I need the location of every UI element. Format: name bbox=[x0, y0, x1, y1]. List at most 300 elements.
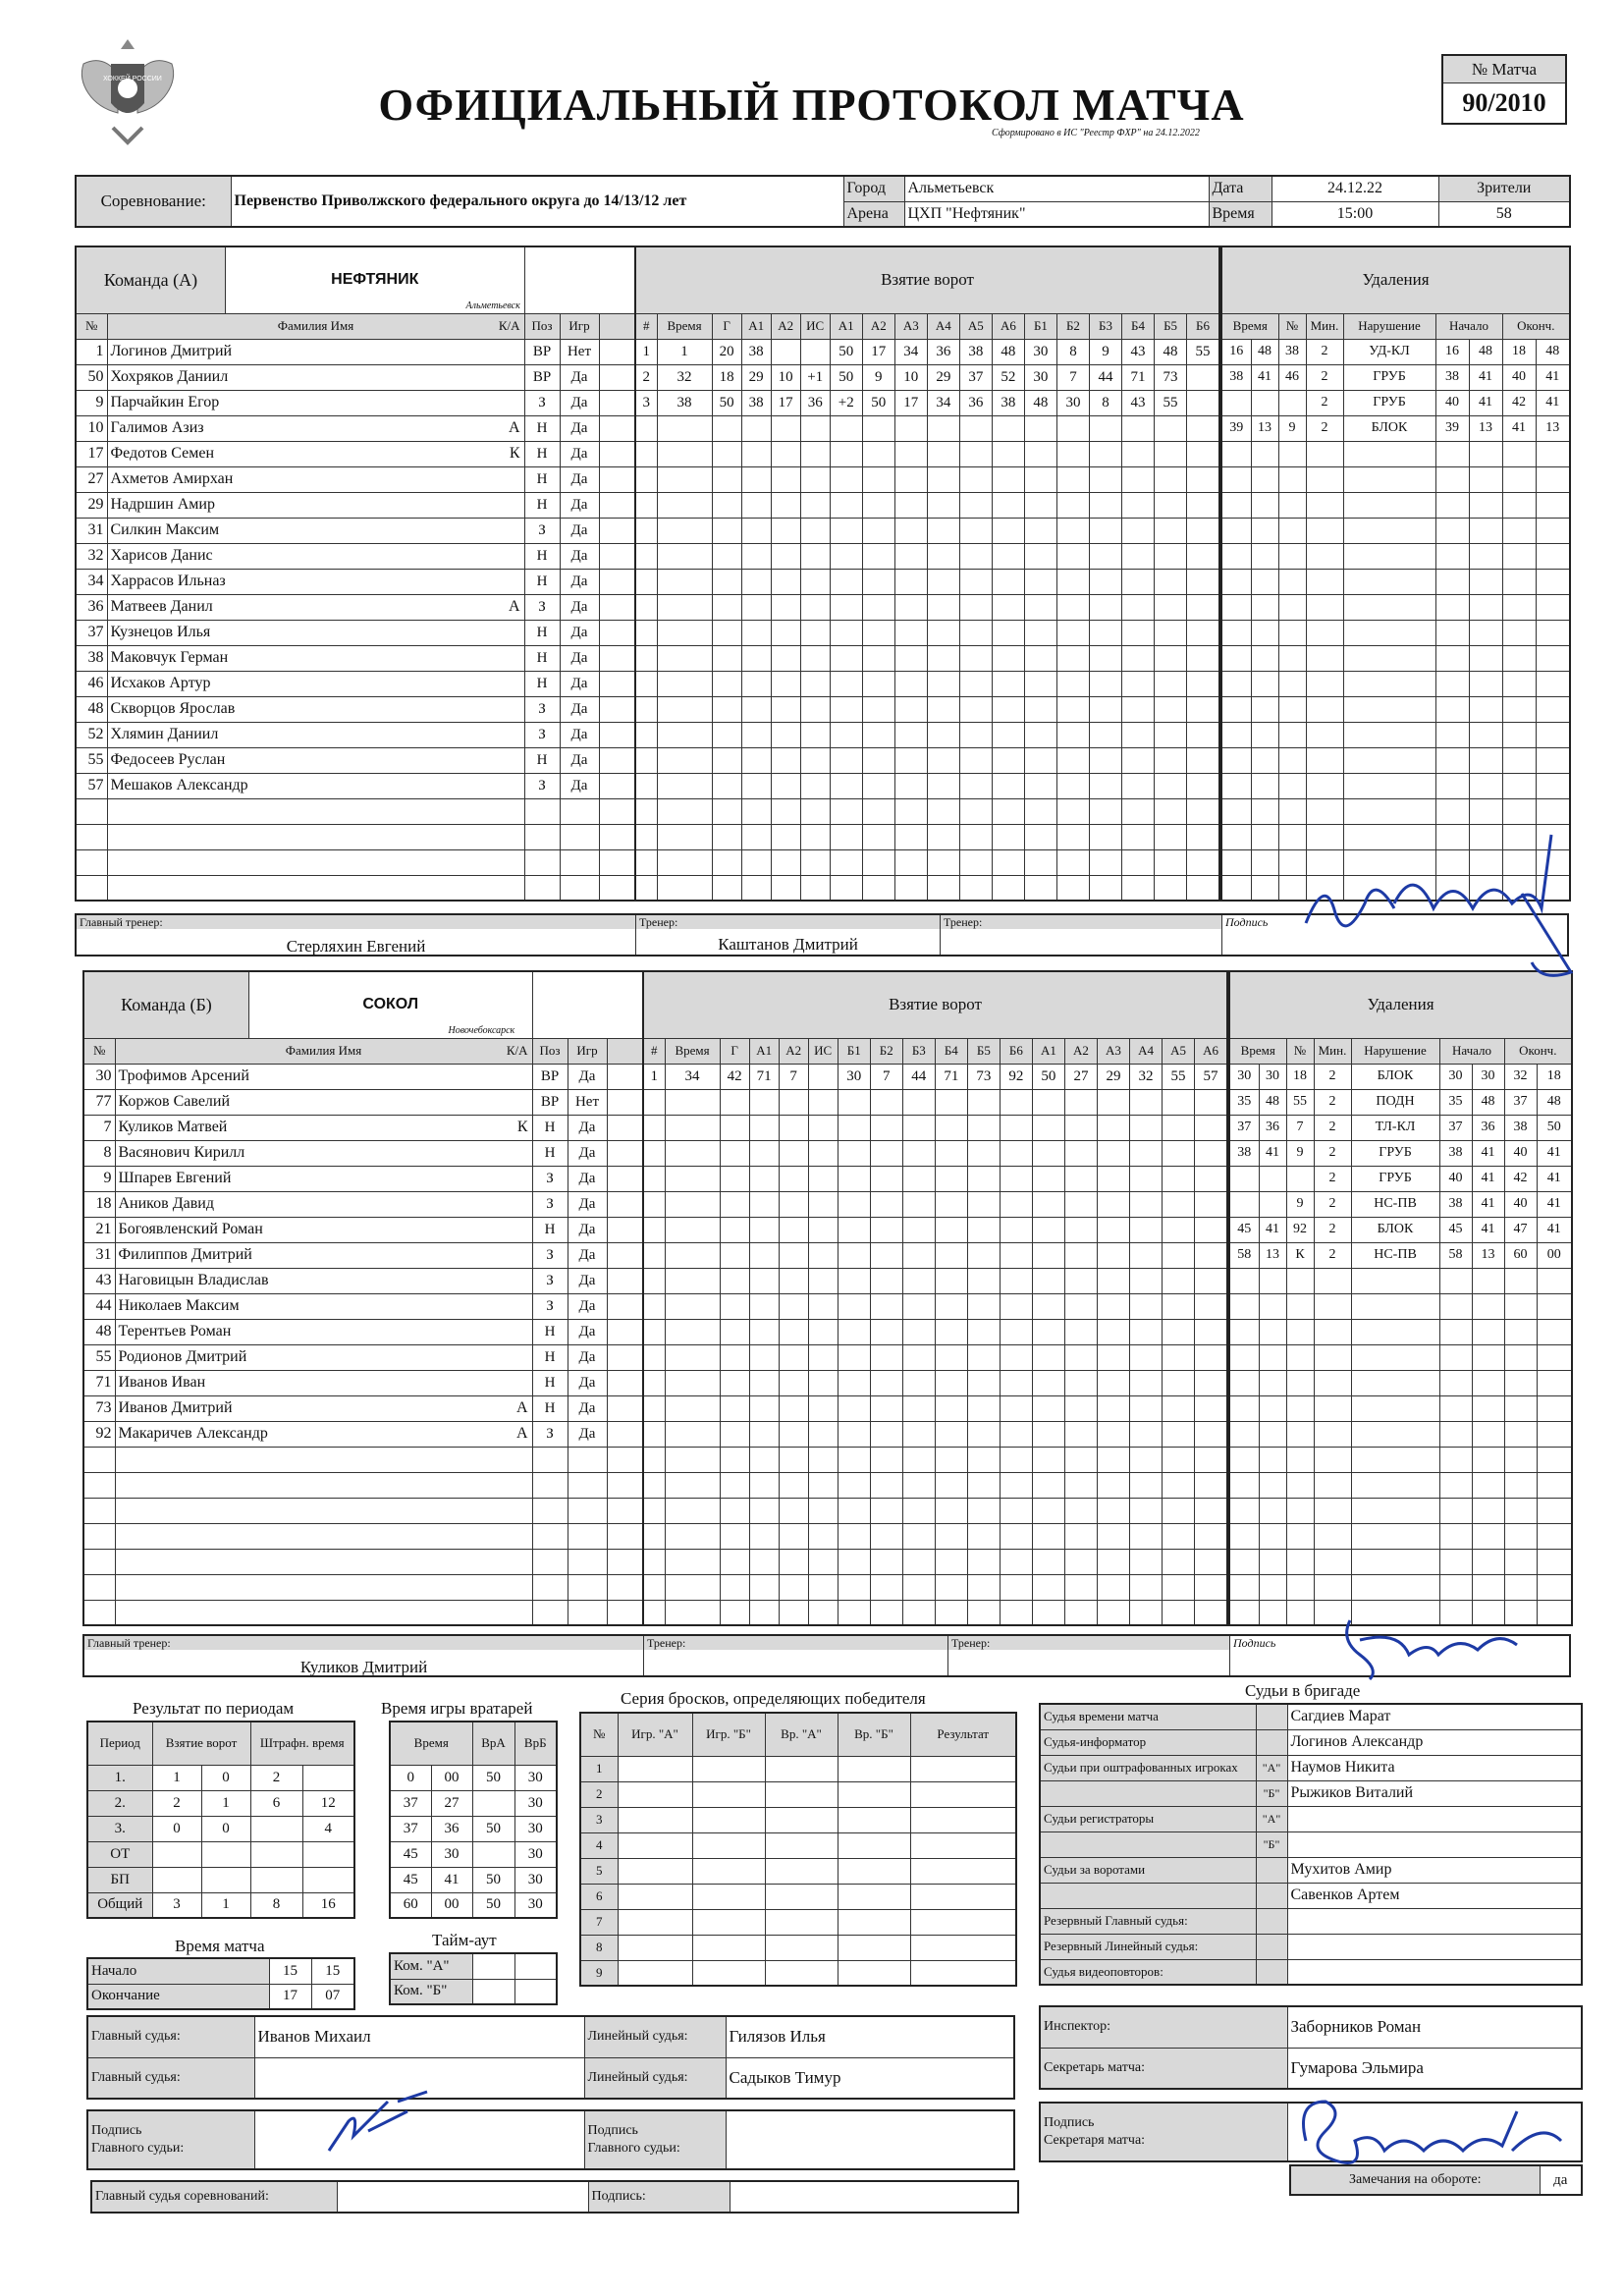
empty-cell bbox=[1504, 1344, 1537, 1370]
empty-cell bbox=[1504, 1293, 1537, 1319]
team-a-penalties bbox=[1220, 246, 1571, 902]
empty-cell bbox=[665, 1140, 720, 1166]
match-number-label: № Матча bbox=[1443, 56, 1565, 83]
empty-cell bbox=[1351, 1498, 1439, 1523]
empty-cell bbox=[643, 1293, 665, 1319]
empty-cell bbox=[1439, 1293, 1472, 1319]
player-number: 73 bbox=[83, 1395, 115, 1421]
empty-cell bbox=[910, 1960, 1016, 1986]
empty-cell bbox=[765, 1807, 838, 1832]
col-no: № bbox=[76, 313, 107, 339]
penalty-cell: 48 bbox=[1472, 1089, 1504, 1115]
empty-cell bbox=[1056, 671, 1089, 696]
player-position: З bbox=[532, 1421, 568, 1447]
team-b-roster bbox=[82, 970, 644, 1626]
empty-cell bbox=[749, 1498, 779, 1523]
empty-cell bbox=[1314, 1523, 1351, 1549]
penalty-cell: 41 bbox=[1502, 415, 1536, 441]
empty-cell bbox=[1032, 1217, 1064, 1242]
goal-col-header: Б4 bbox=[935, 1038, 967, 1064]
player-played: Да bbox=[560, 747, 599, 773]
empty-cell bbox=[1064, 1600, 1097, 1625]
empty-cell bbox=[657, 747, 712, 773]
empty-cell bbox=[1032, 1115, 1064, 1140]
empty-cell bbox=[771, 492, 800, 518]
empty-cell bbox=[1089, 696, 1121, 722]
empty-cell bbox=[1259, 1395, 1286, 1421]
empty-cell bbox=[935, 1217, 967, 1242]
period-cell: 2 bbox=[152, 1790, 201, 1816]
empty-cell bbox=[741, 569, 771, 594]
empty-cell bbox=[749, 1421, 779, 1447]
empty-cell bbox=[1504, 1574, 1537, 1600]
empty-cell bbox=[1056, 620, 1089, 645]
empty-cell bbox=[1251, 569, 1278, 594]
empty-cell bbox=[779, 1217, 808, 1242]
empty-cell bbox=[1064, 1140, 1097, 1166]
empty-cell bbox=[1064, 1242, 1097, 1268]
empty-cell bbox=[749, 1549, 779, 1574]
team-a-header bbox=[76, 246, 524, 313]
empty-cell bbox=[720, 1344, 749, 1370]
empty-cell bbox=[1537, 1574, 1572, 1600]
empty-cell bbox=[1469, 569, 1502, 594]
player-number: 32 bbox=[76, 543, 107, 569]
empty-cell bbox=[1000, 1089, 1032, 1115]
empty-cell bbox=[894, 671, 927, 696]
empty-cell bbox=[1000, 1421, 1032, 1447]
empty-cell bbox=[657, 824, 712, 849]
penalty-row bbox=[1229, 1064, 1572, 1089]
empty-cell bbox=[665, 1344, 720, 1370]
goalies-col-a: ВрА bbox=[472, 1722, 514, 1765]
empty-cell bbox=[838, 1935, 910, 1960]
main-ref2 bbox=[254, 2057, 584, 2099]
player-name-text: Федосеев Руслан bbox=[110, 751, 226, 768]
empty-cell bbox=[1097, 1523, 1129, 1549]
goal-cell: 43 bbox=[1122, 390, 1155, 415]
empty-cell bbox=[779, 1549, 808, 1574]
empty-cell bbox=[741, 594, 771, 620]
empty-cell bbox=[1155, 441, 1187, 466]
official-tag: "Б" bbox=[1256, 1780, 1287, 1806]
goal-cell: 10 bbox=[771, 364, 800, 390]
empty-cell bbox=[115, 1523, 532, 1549]
empty-cell bbox=[1259, 1574, 1286, 1600]
empty-cell bbox=[771, 773, 800, 798]
empty-cell bbox=[1195, 1421, 1227, 1447]
match-number-box bbox=[1441, 54, 1567, 125]
empty-cell bbox=[665, 1293, 720, 1319]
empty-cell bbox=[1130, 1319, 1163, 1344]
penalty-row bbox=[1221, 773, 1570, 798]
empty-cell bbox=[635, 543, 657, 569]
empty-cell bbox=[902, 1217, 935, 1242]
period-row bbox=[87, 1816, 354, 1841]
shootout-row bbox=[580, 1884, 1016, 1909]
penalty-cell: 41 bbox=[1472, 1140, 1504, 1166]
empty-cell bbox=[902, 1166, 935, 1191]
empty-cell bbox=[107, 875, 524, 901]
official-row bbox=[1040, 1934, 1582, 1959]
player-number: 27 bbox=[76, 466, 107, 492]
player-played: Да bbox=[568, 1319, 607, 1344]
empty-cell bbox=[935, 1115, 967, 1140]
team-b-goals-title: Взятие ворот bbox=[643, 971, 1227, 1038]
empty-cell bbox=[1306, 620, 1343, 645]
empty-cell bbox=[741, 798, 771, 824]
empty-cell bbox=[115, 1549, 532, 1574]
empty-cell bbox=[1472, 1268, 1504, 1293]
goal-col-header: Время bbox=[665, 1038, 720, 1064]
empty-cell bbox=[1130, 1395, 1163, 1421]
empty-cell bbox=[76, 849, 107, 875]
empty-cell bbox=[779, 1293, 808, 1319]
player-played: Да bbox=[568, 1191, 607, 1217]
empty-cell bbox=[830, 620, 862, 645]
empty-cell bbox=[779, 1447, 808, 1472]
player-extra bbox=[607, 1166, 643, 1191]
empty-cell bbox=[800, 543, 830, 569]
periods-table bbox=[86, 1721, 355, 1919]
empty-cell bbox=[1439, 1344, 1472, 1370]
goal-cell: 34 bbox=[894, 339, 927, 364]
empty-cell bbox=[959, 543, 992, 569]
empty-cell bbox=[1502, 441, 1536, 466]
empty-cell bbox=[1195, 1319, 1227, 1344]
empty-cell bbox=[1089, 492, 1121, 518]
roster-row bbox=[76, 747, 635, 773]
empty-cell bbox=[1130, 1242, 1163, 1268]
empty-cell bbox=[741, 747, 771, 773]
roster-row bbox=[83, 1191, 643, 1217]
goal-row bbox=[643, 1115, 1227, 1140]
empty-cell bbox=[1469, 492, 1502, 518]
player-extra bbox=[607, 1242, 643, 1268]
penalty-row bbox=[1229, 1344, 1572, 1370]
empty-cell bbox=[1163, 1421, 1195, 1447]
player-number: 8 bbox=[83, 1140, 115, 1166]
penalty-cell: 36 bbox=[1472, 1115, 1504, 1140]
empty-cell bbox=[1000, 1600, 1032, 1625]
goal-col-header: Б3 bbox=[902, 1038, 935, 1064]
empty-cell bbox=[808, 1242, 838, 1268]
player-name bbox=[107, 390, 524, 415]
empty-cell bbox=[779, 1395, 808, 1421]
player-name-text: Скворцов Ярослав bbox=[110, 700, 236, 717]
goal-row bbox=[635, 620, 1219, 645]
period-name: 2. bbox=[87, 1790, 152, 1816]
empty-cell bbox=[524, 875, 560, 901]
empty-cell bbox=[1089, 645, 1121, 671]
official-row bbox=[1040, 1755, 1582, 1780]
empty-cell bbox=[1097, 1242, 1129, 1268]
empty-cell bbox=[1024, 747, 1056, 773]
empty-cell bbox=[741, 875, 771, 901]
goalies-table bbox=[389, 1721, 558, 1919]
penalty-row bbox=[1229, 1319, 1572, 1344]
empty-cell bbox=[1314, 1472, 1351, 1498]
empty-cell bbox=[1064, 1115, 1097, 1140]
empty-cell bbox=[1064, 1344, 1097, 1370]
empty-cell bbox=[1097, 1268, 1129, 1293]
empty-cell bbox=[1155, 798, 1187, 824]
empty-cell bbox=[830, 722, 862, 747]
empty-cell bbox=[1024, 875, 1056, 901]
empty-cell bbox=[1278, 671, 1306, 696]
empty-cell bbox=[712, 543, 741, 569]
empty-cell bbox=[1032, 1166, 1064, 1191]
empty-cell bbox=[830, 824, 862, 849]
empty-cell bbox=[692, 1884, 765, 1909]
empty-cell bbox=[1351, 1319, 1439, 1344]
goal-row bbox=[635, 569, 1219, 594]
empty-cell bbox=[635, 875, 657, 901]
empty-cell bbox=[967, 1395, 1000, 1421]
empty-cell bbox=[1024, 466, 1056, 492]
empty-cell bbox=[657, 671, 712, 696]
empty-cell bbox=[992, 518, 1024, 543]
empty-cell bbox=[808, 1217, 838, 1242]
empty-cell bbox=[657, 492, 712, 518]
goal-cell: 7 bbox=[870, 1064, 902, 1089]
empty-cell bbox=[1502, 696, 1536, 722]
empty-cell bbox=[657, 441, 712, 466]
empty-cell bbox=[935, 1421, 967, 1447]
empty-cell bbox=[1259, 1319, 1286, 1344]
empty-cell bbox=[1278, 696, 1306, 722]
penalty-cell: 38 bbox=[1229, 1140, 1259, 1166]
empty-cell bbox=[862, 696, 894, 722]
goal-col-header: А2 bbox=[779, 1038, 808, 1064]
empty-cell bbox=[635, 645, 657, 671]
goal-cell: 8 bbox=[1089, 390, 1121, 415]
goal-cell: 43 bbox=[1122, 339, 1155, 364]
goal-cell: 17 bbox=[894, 390, 927, 415]
empty-cell bbox=[1537, 1549, 1572, 1574]
penalty-col-header: Оконч. bbox=[1502, 313, 1570, 339]
penalty-cell: 2 bbox=[1314, 1089, 1351, 1115]
player-name bbox=[115, 1370, 532, 1395]
empty-cell bbox=[870, 1574, 902, 1600]
empty-cell bbox=[1056, 875, 1089, 901]
player-position: Н bbox=[524, 415, 560, 441]
official-role: Судьи при оштрафованных игроках bbox=[1040, 1755, 1256, 1780]
empty-cell bbox=[1472, 1395, 1504, 1421]
empty-cell bbox=[712, 722, 741, 747]
empty-cell bbox=[838, 1909, 910, 1935]
empty-cell bbox=[665, 1115, 720, 1140]
empty-cell bbox=[568, 1498, 607, 1523]
empty-cell bbox=[959, 722, 992, 747]
player-number: 7 bbox=[83, 1115, 115, 1140]
goal-col-header: Б2 bbox=[870, 1038, 902, 1064]
empty-cell bbox=[992, 466, 1024, 492]
empty-cell bbox=[1097, 1089, 1129, 1115]
empty-cell bbox=[1469, 747, 1502, 773]
empty-cell bbox=[1089, 824, 1121, 849]
empty-cell bbox=[741, 722, 771, 747]
empty-cell bbox=[1306, 875, 1343, 901]
goal-row bbox=[635, 671, 1219, 696]
penalty-row bbox=[1221, 569, 1570, 594]
empty-cell bbox=[1187, 773, 1219, 798]
empty-cell bbox=[808, 1549, 838, 1574]
player-extra bbox=[599, 569, 635, 594]
player-played: Да bbox=[568, 1217, 607, 1242]
goalie-cell: 37 bbox=[390, 1790, 431, 1816]
goal-cell: 50 bbox=[830, 339, 862, 364]
empty-cell bbox=[1343, 543, 1435, 569]
goal-col-header: Б1 bbox=[1024, 313, 1056, 339]
empty-cell bbox=[1195, 1498, 1227, 1523]
roster-row bbox=[76, 441, 635, 466]
penalty-cell: 35 bbox=[1229, 1089, 1259, 1115]
player-position: Н bbox=[524, 747, 560, 773]
goal-col-header: Б3 bbox=[1089, 313, 1121, 339]
penalty-row bbox=[1221, 364, 1570, 390]
empty-cell bbox=[712, 441, 741, 466]
empty-cell bbox=[830, 849, 862, 875]
empty-cell bbox=[870, 1370, 902, 1395]
empty-cell bbox=[1251, 696, 1278, 722]
empty-cell bbox=[779, 1319, 808, 1344]
penalty-row bbox=[1229, 1421, 1572, 1447]
goal-cell bbox=[771, 339, 800, 364]
empty-cell bbox=[894, 492, 927, 518]
goal-col-header: ИС bbox=[808, 1038, 838, 1064]
officials-table bbox=[1039, 1703, 1583, 1986]
empty-cell bbox=[1056, 415, 1089, 441]
empty-cell bbox=[779, 1115, 808, 1140]
empty-cell bbox=[524, 849, 560, 875]
secretary-signature-table bbox=[1039, 2102, 1583, 2162]
goal-cell: 1 bbox=[643, 1064, 665, 1089]
player-extra bbox=[599, 747, 635, 773]
empty-cell bbox=[635, 441, 657, 466]
shootout-row bbox=[580, 1960, 1016, 1986]
empty-cell bbox=[1229, 1472, 1259, 1498]
empty-cell bbox=[1163, 1344, 1195, 1370]
penalty-row bbox=[1221, 594, 1570, 620]
penalty-cell: 42 bbox=[1504, 1166, 1537, 1191]
player-name bbox=[115, 1115, 532, 1140]
penalty-cell: 48 bbox=[1251, 339, 1278, 364]
player-number: 9 bbox=[76, 390, 107, 415]
penalty-cell: 39 bbox=[1435, 415, 1469, 441]
player-position: Н bbox=[532, 1370, 568, 1395]
period-name: БП bbox=[87, 1867, 152, 1892]
player-name bbox=[115, 1064, 532, 1089]
player-name bbox=[107, 569, 524, 594]
empty-cell bbox=[1000, 1268, 1032, 1293]
roster-row bbox=[76, 543, 635, 569]
empty-cell bbox=[1221, 492, 1251, 518]
empty-cell bbox=[935, 1447, 967, 1472]
empty-cell bbox=[1306, 849, 1343, 875]
official-row bbox=[1040, 1959, 1582, 1985]
empty-cell bbox=[635, 671, 657, 696]
player-extra bbox=[599, 773, 635, 798]
empty-cell bbox=[894, 415, 927, 441]
empty-cell bbox=[1221, 747, 1251, 773]
empty-cell bbox=[1314, 1600, 1351, 1625]
empty-cell bbox=[967, 1574, 1000, 1600]
penalty-cell: 42 bbox=[1502, 390, 1536, 415]
empty-cell bbox=[1195, 1523, 1227, 1549]
penalty-cell: 30 bbox=[1259, 1064, 1286, 1089]
empty-cell bbox=[1195, 1600, 1227, 1625]
player-number: 71 bbox=[83, 1370, 115, 1395]
line-ref2: Садыков Тимур bbox=[726, 2057, 1014, 2099]
empty-cell bbox=[927, 518, 959, 543]
empty-cell bbox=[779, 1140, 808, 1166]
player-extra bbox=[599, 415, 635, 441]
empty-cell bbox=[1259, 1268, 1286, 1293]
shootout-col-header: Игр. "Б" bbox=[692, 1713, 765, 1756]
empty-cell bbox=[838, 1807, 910, 1832]
col-play-b: Игр bbox=[568, 1038, 607, 1064]
empty-cell bbox=[657, 798, 712, 824]
empty-cell bbox=[765, 1756, 838, 1781]
empty-cell bbox=[771, 594, 800, 620]
empty-cell bbox=[992, 492, 1024, 518]
penalty-cell: 30 bbox=[1229, 1064, 1259, 1089]
official-name: Савенков Артем bbox=[1287, 1883, 1582, 1908]
player-extra bbox=[599, 492, 635, 518]
shootout-col-header: Игр. "А" bbox=[618, 1713, 692, 1756]
empty-cell bbox=[1032, 1574, 1064, 1600]
sig-main2-label2: Главного судьи: bbox=[587, 2141, 680, 2156]
empty-cell bbox=[1314, 1395, 1351, 1421]
player-extra bbox=[599, 518, 635, 543]
penalty-cell: 2 bbox=[1314, 1064, 1351, 1089]
period-cell: 2 bbox=[250, 1765, 302, 1790]
empty-cell bbox=[1229, 1293, 1259, 1319]
penalty-cell: 13 bbox=[1251, 415, 1278, 441]
period-cell bbox=[250, 1867, 302, 1892]
empty-cell bbox=[1343, 594, 1435, 620]
roster-row bbox=[83, 1395, 643, 1421]
empty-cell bbox=[800, 492, 830, 518]
empty-cell bbox=[1097, 1115, 1129, 1140]
penalty-row bbox=[1221, 492, 1570, 518]
goal-cell: 36 bbox=[959, 390, 992, 415]
empty-cell bbox=[1163, 1166, 1195, 1191]
goalie-cell: 30 bbox=[514, 1892, 557, 1918]
penalty-cell: 2 bbox=[1306, 415, 1343, 441]
goal-cell: 42 bbox=[720, 1064, 749, 1089]
empty-cell bbox=[1351, 1268, 1439, 1293]
empty-cell bbox=[1435, 645, 1469, 671]
goalie-cell: 50 bbox=[472, 1816, 514, 1841]
penalty-cell: 92 bbox=[1286, 1217, 1314, 1242]
sig-main-ref2 bbox=[726, 2110, 1014, 2169]
empty-cell bbox=[959, 594, 992, 620]
empty-cell bbox=[607, 1523, 643, 1549]
empty-cell bbox=[568, 1447, 607, 1472]
goal-row bbox=[643, 1447, 1227, 1472]
empty-cell bbox=[1187, 824, 1219, 849]
player-extra bbox=[599, 696, 635, 722]
player-name bbox=[107, 620, 524, 645]
empty-cell bbox=[607, 1549, 643, 1574]
player-ka: А bbox=[508, 419, 520, 436]
player-ka: А bbox=[515, 1425, 528, 1442]
empty-cell bbox=[1163, 1115, 1195, 1140]
player-name bbox=[107, 364, 524, 390]
goal-cell bbox=[1187, 364, 1219, 390]
